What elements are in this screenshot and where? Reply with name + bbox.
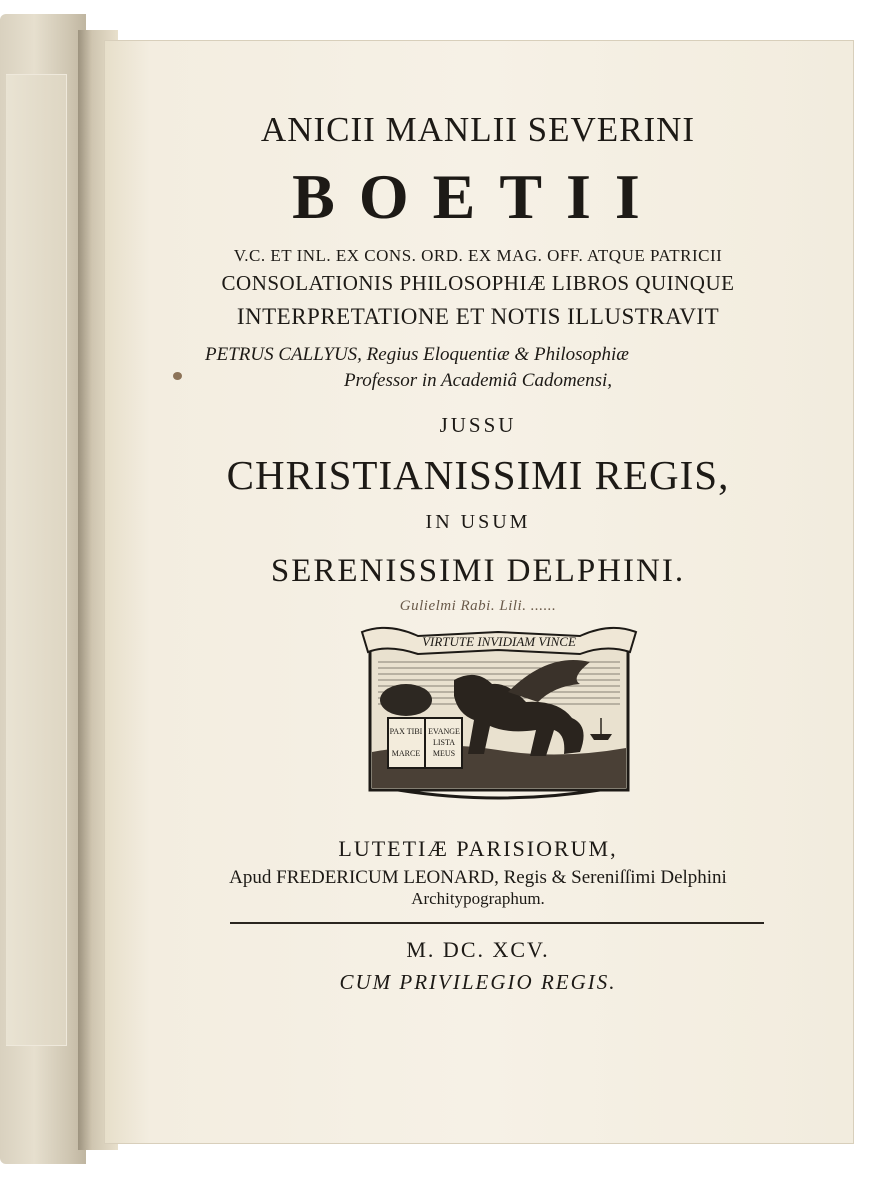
imprint-printer: Apud FREDERICUM LEONARD, Regis & Sereniſſimi Delphini (229, 867, 727, 888)
imprint-year: M. DC. XCV. (406, 937, 550, 962)
interpretation: INTERPRETATIONE ET NOTIS ILLUSTRAVIT (236, 304, 720, 329)
book-text-1: PAX TIBI (389, 727, 423, 736)
horizontal-rule (230, 922, 764, 924)
jussu: JUSSU (439, 413, 517, 437)
privilege-line: CUM PRIVILEGIO REGIS. (339, 970, 617, 994)
book-text-4: LISTA (432, 738, 456, 747)
dauphin-line: SERENISSIMI DELPHINI. (270, 553, 686, 589)
book-text-3: EVANGE (428, 727, 460, 736)
editor-line-2: Professor in Academiâ Cadomensi, (343, 370, 613, 391)
author-line: ANICII MANLII SEVERINI (260, 110, 696, 149)
author-titles: V.C. ET INL. EX CONS. ORD. EX MAG. OFF. ATQUE PATRICII (233, 246, 723, 265)
book-cover-left (0, 14, 86, 1164)
author-name: BOETII (292, 161, 664, 232)
in-usum: IN USUM (425, 511, 531, 533)
handwritten-inscription: Gulielmi Rabi. Lili. ...... (399, 598, 557, 614)
king-line: CHRISTIANISSIMI REGIS, (226, 452, 730, 498)
book-text-2: MARCE (391, 749, 421, 758)
device-motto-1: VIRTUTE INVIDIAM VINCE (422, 634, 576, 649)
imprint-printer-2: Architypographum. (411, 889, 545, 908)
book-text-5: MEUS (432, 749, 456, 758)
imprint-city: LUTETIÆ PARISIORUM, (338, 836, 618, 861)
work-title: CONSOLATIONIS PHILOSOPHIÆ LIBROS QUINQUE (221, 271, 735, 295)
editor-line-1: PETRUS CALLYUS, Regius Eloquentiæ & Philosophiæ (205, 344, 629, 365)
printers-device (358, 622, 640, 802)
